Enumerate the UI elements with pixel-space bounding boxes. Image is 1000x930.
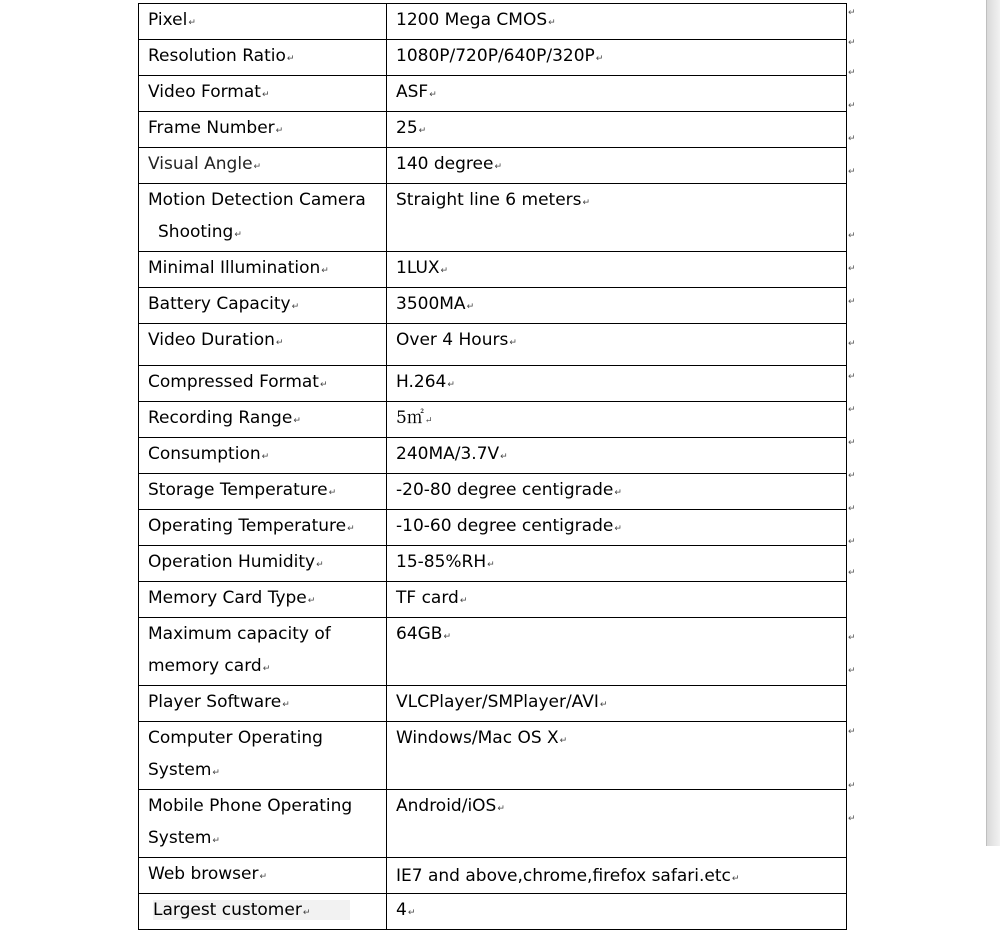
label-cell: Frame Number↵ bbox=[139, 112, 387, 148]
end-of-row-mark: ↵ bbox=[848, 264, 856, 274]
end-of-row-mark: ↵ bbox=[848, 568, 856, 578]
table-row bbox=[139, 402, 847, 438]
label-cell: Resolution Ratio↵ bbox=[139, 40, 387, 76]
value-cell: Android/iOS↵ bbox=[387, 790, 847, 858]
label-cell: Battery Capacity↵ bbox=[139, 288, 387, 324]
table-row bbox=[139, 288, 847, 324]
table-row bbox=[139, 324, 847, 366]
value-cell: 15-85%RH↵ bbox=[387, 546, 847, 582]
label-cell: Recording Range↵ bbox=[139, 402, 387, 438]
end-of-row-mark: ↵ bbox=[848, 167, 856, 177]
label-cell: Minimal Illumination↵ bbox=[139, 252, 387, 288]
end-of-row-mark: ↵ bbox=[848, 339, 856, 349]
label-cell: Video Format↵ bbox=[139, 76, 387, 112]
table-row bbox=[139, 618, 847, 686]
end-of-row-mark: ↵ bbox=[848, 633, 856, 643]
label-cell: Pixel↵ bbox=[139, 4, 387, 40]
label-cell: Operating Temperature↵ bbox=[139, 510, 387, 546]
label-cell: Computer Operating System↵ bbox=[139, 722, 387, 790]
value-cell: -10-60 degree centigrade↵ bbox=[387, 510, 847, 546]
table-row bbox=[139, 366, 847, 402]
end-of-row-mark: ↵ bbox=[848, 438, 856, 448]
label-cell: Motion Detection Camera Shooting↵ bbox=[139, 184, 387, 252]
table-row bbox=[139, 40, 847, 76]
end-of-row-mark: ↵ bbox=[848, 405, 856, 415]
table-row bbox=[139, 474, 847, 510]
value-cell: H.264↵ bbox=[387, 366, 847, 402]
table-row bbox=[139, 722, 847, 790]
value-cell: 4↵ bbox=[387, 894, 847, 930]
value-cell: Straight line 6 meters↵ bbox=[387, 184, 847, 252]
label-cell: Maximum capacity of memory card↵ bbox=[139, 618, 387, 686]
value-cell: 64GB↵ bbox=[387, 618, 847, 686]
value-cell: 1LUX↵ bbox=[387, 252, 847, 288]
value-cell: VLCPlayer/SMPlayer/AVI↵ bbox=[387, 686, 847, 722]
table-row bbox=[139, 546, 847, 582]
end-of-row-mark: ↵ bbox=[848, 68, 856, 78]
end-of-row-mark: ↵ bbox=[848, 781, 856, 791]
value-cell: 3500MA↵ bbox=[387, 288, 847, 324]
value-cell: ASF↵ bbox=[387, 76, 847, 112]
table-row bbox=[139, 148, 847, 184]
table-row bbox=[139, 184, 847, 252]
end-of-row-mark: ↵ bbox=[848, 471, 856, 481]
label-cell: Web browser↵ bbox=[139, 858, 387, 894]
label-cell: Player Software↵ bbox=[139, 686, 387, 722]
end-of-row-mark: ↵ bbox=[848, 727, 856, 737]
value-cell: TF card↵ bbox=[387, 582, 847, 618]
table-row bbox=[139, 894, 847, 930]
value-cell: 25↵ bbox=[387, 112, 847, 148]
spec-table bbox=[138, 3, 847, 930]
end-of-row-mark: ↵ bbox=[848, 666, 856, 676]
label-cell: Consumption↵ bbox=[139, 438, 387, 474]
value-cell: Over 4 Hours↵ bbox=[387, 324, 847, 366]
table-row bbox=[139, 76, 847, 112]
label-cell: Memory Card Type↵ bbox=[139, 582, 387, 618]
value-cell: IE7 and above,chrome,firefox safari.etc↵ bbox=[387, 858, 847, 894]
table-row bbox=[139, 858, 847, 894]
table-row bbox=[139, 438, 847, 474]
table-row bbox=[139, 790, 847, 858]
value-cell: -20-80 degree centigrade↵ bbox=[387, 474, 847, 510]
end-of-row-mark: ↵ bbox=[848, 231, 856, 241]
end-of-row-mark: ↵ bbox=[848, 537, 856, 547]
table-row bbox=[139, 510, 847, 546]
value-cell: 240MA/3.7V↵ bbox=[387, 438, 847, 474]
end-of-row-mark: ↵ bbox=[848, 814, 856, 824]
value-cell: 1200 Mega CMOS↵ bbox=[387, 4, 847, 40]
label-cell: Largest customer↵ bbox=[139, 894, 387, 930]
table-row bbox=[139, 252, 847, 288]
label-cell: Operation Humidity↵ bbox=[139, 546, 387, 582]
table-row bbox=[139, 686, 847, 722]
label-cell: Video Duration↵ bbox=[139, 324, 387, 366]
end-of-row-mark: ↵ bbox=[848, 101, 856, 111]
end-of-row-mark: ↵ bbox=[848, 504, 856, 514]
label-cell: Compressed Format↵ bbox=[139, 366, 387, 402]
end-of-row-mark: ↵ bbox=[848, 8, 856, 18]
end-of-row-mark: ↵ bbox=[848, 38, 856, 48]
label-cell: Storage Temperature↵ bbox=[139, 474, 387, 510]
label-cell: Mobile Phone Operating System↵ bbox=[139, 790, 387, 858]
table-row bbox=[139, 582, 847, 618]
value-cell: 140 degree↵ bbox=[387, 148, 847, 184]
value-cell: Windows/Mac OS X↵ bbox=[387, 722, 847, 790]
value-cell: 5㎡↵ bbox=[387, 402, 847, 438]
end-of-row-mark: ↵ bbox=[848, 134, 856, 144]
table-row bbox=[139, 4, 847, 40]
label-cell: Visual Angle↵ bbox=[139, 148, 387, 184]
window-edge-scrollbar[interactable] bbox=[987, 0, 1000, 846]
table-row bbox=[139, 112, 847, 148]
value-cell: 1080P/720P/640P/320P↵ bbox=[387, 40, 847, 76]
end-of-row-mark: ↵ bbox=[848, 297, 856, 307]
end-of-row-mark: ↵ bbox=[848, 372, 856, 382]
